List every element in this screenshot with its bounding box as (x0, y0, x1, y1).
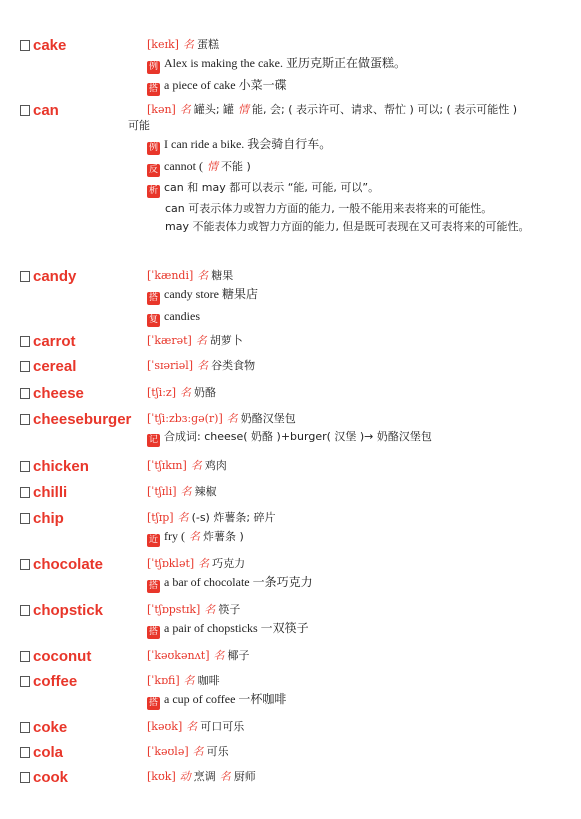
headword: cereal (20, 358, 76, 376)
part-of-speech: 名 (197, 359, 209, 372)
definition: 糖果 (211, 269, 234, 282)
phonetic: [ˈkærət] (147, 334, 192, 347)
part-of-speech: 名 (197, 269, 209, 282)
headword: can (20, 102, 59, 120)
definition: 蛋糕 (196, 38, 219, 51)
part-of-speech: 名 (213, 649, 225, 662)
definition: 奶酪汉堡包 (240, 412, 296, 425)
example-sentence: Alex is making the cake. 亚历克斯正在做蛋糕。 (164, 56, 406, 70)
part-of-speech: 名 (182, 38, 194, 51)
example-icon: 例 (148, 143, 158, 153)
phonetic: [kəʊk] (147, 720, 183, 733)
checkbox-icon[interactable] (20, 722, 30, 733)
part-of-speech: 名 (204, 603, 216, 616)
collocation-icon: 搭 (148, 84, 158, 94)
collocation: candy store 糖果店 (164, 287, 258, 301)
phonetic: [ˈtʃiːzbɜːɡə(r)] (147, 412, 223, 425)
example-icon: 例 (148, 62, 158, 72)
definition: 可口可乐 (200, 720, 245, 733)
definition: 辣椒 (194, 485, 217, 498)
definition: 奶酪 (194, 386, 217, 399)
headword: coconut (20, 648, 91, 666)
checkbox-icon[interactable] (20, 40, 30, 51)
part-of-speech: 名 (177, 511, 189, 524)
headword: chocolate (20, 556, 103, 574)
collocation: a pair of chopsticks 一双筷子 (164, 621, 309, 635)
checkbox-icon[interactable] (20, 487, 30, 498)
phonetic: [ˈkɒfi] (147, 674, 180, 687)
collocation: a cup of coffee 一杯咖啡 (164, 692, 287, 706)
checkbox-icon[interactable] (20, 651, 30, 662)
part-of-speech: 情 (238, 103, 250, 116)
part-of-speech: 名 (195, 334, 207, 347)
headword: chicken (20, 458, 89, 476)
phonetic: [ˈkændi] (147, 269, 194, 282)
checkbox-icon[interactable] (20, 559, 30, 570)
synonym: fry ( (164, 529, 185, 543)
headword: coffee (20, 673, 77, 691)
headword: chopstick (20, 602, 103, 620)
definition: 鸡肉 (204, 459, 227, 472)
checkbox-icon[interactable] (20, 414, 30, 425)
phonetic: [ˈsɪəriəl] (147, 359, 194, 372)
analysis-icon: 析 (148, 186, 158, 196)
phonetic: [ˈtʃɒklət] (147, 557, 195, 570)
checkbox-icon[interactable] (20, 105, 30, 116)
checkbox-icon[interactable] (20, 388, 30, 399)
phonetic: [ˈkəʊlə] (147, 745, 189, 758)
definition: 筷子 (218, 603, 241, 616)
collocation-icon: 搭 (148, 698, 158, 708)
phonetic: [kən] (147, 103, 176, 116)
antonym: cannot ( (164, 159, 203, 173)
definition: 胡萝卜 (209, 334, 243, 347)
plural-form: candies (164, 309, 200, 323)
headword: cake (20, 37, 66, 55)
part-of-speech: 名 (179, 103, 191, 116)
phonetic: [tʃiːz] (147, 386, 177, 399)
definition: 椰子 (227, 649, 250, 662)
checkbox-icon[interactable] (20, 747, 30, 758)
checkbox-icon[interactable] (20, 271, 30, 282)
example-sentence: I can ride a bike. 我会骑自行车。 (164, 137, 332, 151)
part-of-speech: 名 (226, 412, 238, 425)
part-of-speech: 情 (206, 160, 218, 173)
checkbox-icon[interactable] (20, 361, 30, 372)
checkbox-icon[interactable] (20, 772, 30, 783)
headword: cheeseburger (20, 411, 131, 429)
analysis-note: can 可表示体力或智力方面的能力, 一般不能用来表将来的可能性。 (165, 202, 493, 215)
definition: 罐头; 罐 (193, 103, 235, 116)
checkbox-icon[interactable] (20, 676, 30, 687)
phonetic: [keɪk] (147, 38, 179, 51)
memory-icon: 记 (148, 435, 158, 445)
definition: 能, 会; ( 表示许可、请求、帮忙 ) 可以; ( 表示可能性 ) (252, 103, 518, 116)
collocation: a piece of cake 小菜一碟 (164, 78, 287, 92)
checkbox-icon[interactable] (20, 513, 30, 524)
analysis-note: may 不能表体力或智力方面的能力, 但是既可表现在又可表将来的可能性。 (165, 220, 530, 233)
definition: 可乐 (206, 745, 229, 758)
collocation-icon: 搭 (148, 293, 158, 303)
headword: chip (20, 510, 64, 528)
part-of-speech: 名 (192, 745, 204, 758)
definition: 厨师 (233, 770, 256, 783)
memory-tip: 合成词: cheese( 奶酪 )+burger( 汉堡 )→ 奶酪汉堡包 (164, 430, 432, 443)
plural-icon: 复 (148, 315, 158, 325)
part-of-speech: 名 (186, 720, 198, 733)
definition: 烹调 (193, 770, 216, 783)
headword: chilli (20, 484, 67, 502)
phonetic: [tʃɪp] (147, 511, 174, 524)
part-of-speech: 名 (180, 386, 192, 399)
part-of-speech: 名 (219, 770, 231, 783)
analysis: can 和 may 都可以表示 “能, 可能, 可以”。 (164, 181, 380, 194)
part-of-speech: 名 (190, 459, 202, 472)
definition: 咖啡 (197, 674, 220, 687)
collocation-icon: 搭 (148, 581, 158, 591)
phonetic: [ˈtʃɒpstɪk] (147, 603, 201, 616)
synonym-icon: 近 (148, 535, 158, 545)
definition: 谷类食物 (211, 359, 256, 372)
phonetic: [kʊk] (147, 770, 176, 783)
part-of-speech: 名 (189, 530, 200, 543)
headword: coke (20, 719, 67, 737)
part-of-speech: 名 (198, 557, 210, 570)
definition: (-s) 炸薯条; 碎片 (191, 511, 276, 524)
checkbox-icon[interactable] (20, 461, 30, 472)
phonetic: [ˈtʃɪkɪn] (147, 459, 187, 472)
phonetic: [ˈkəʊkənʌt] (147, 649, 210, 662)
checkbox-icon[interactable] (20, 336, 30, 347)
headword: candy (20, 268, 76, 286)
part-of-speech: 名 (183, 674, 195, 687)
collocation-icon: 搭 (148, 627, 158, 637)
definition: 巧克力 (212, 557, 246, 570)
headword: cola (20, 744, 63, 762)
definition-continued: 可能 (128, 119, 150, 132)
headword: cook (20, 769, 68, 787)
checkbox-icon[interactable] (20, 605, 30, 616)
vocabulary-page: cake [keɪk] 名 蛋糕 例 Alex is making the cake. 亚历克斯正在做蛋糕。 搭 a piece of cake 小菜一碟 can [kən] 名 罐头; 罐 情 能, 会; ( 表示许可、请求、帮忙 ) 可以; ( 表示可能性 ) 可能 例 I can ride a bike. 我会骑自行车。 反 cannot ( 情 不能 ) 析 can 和 may 都可以表示 “能, 可能, 可以”。 can 可表示体力或智力方面的能力, 一般不能用来表将来的可能性。 may 不能表体力或智力方面的能力, 但是既可表现在又可表将来的可能性。 candy [ˈkændi] 名 糖果 搭 candy store 糖果店 复 candies carrot [ˈkærət] 名 胡萝卜 cereal [ˈsɪəriəl] 名 谷类食物 cheese [tʃiːz] 名 奶酪 cheeseburger [ˈtʃiːzbɜːɡə(r)] 名 奶酪汉堡包 记 合成词: cheese( 奶酪 )+burger( 汉堡 )→ 奶酪汉堡包 chicken [ˈtʃɪkɪn] 名 鸡肉 chilli [ˈtʃɪli] 名 辣椒 chip [tʃɪp] 名 (-s) 炸薯条; 碎片 近 fry ( 名 炸薯条 ) chocolate [ˈtʃɒklət] 名 巧克力 搭 a bar of chocolate 一条巧克力 chopstick [ˈtʃɒpstɪk] 名 筷子 搭 a pair of chopsticks 一双筷子 coconut [ˈkəʊkənʌt] 名 椰子 coffee [ˈkɒfi] 名 咖啡 搭 a cup of coffee 一杯咖啡 coke [kəʊk] 名 可口可乐 cola [ˈkəʊlə] 名 可乐 cook [kʊk] 动 烹调 名 厨师 (0, 0, 581, 819)
part-of-speech: 动 (179, 770, 191, 783)
phonetic: [ˈtʃɪli] (147, 485, 177, 498)
headword: carrot (20, 333, 76, 351)
headword: cheese (20, 385, 84, 403)
collocation: a bar of chocolate 一条巧克力 (164, 575, 313, 589)
part-of-speech: 名 (180, 485, 192, 498)
antonym-icon: 反 (148, 165, 158, 175)
